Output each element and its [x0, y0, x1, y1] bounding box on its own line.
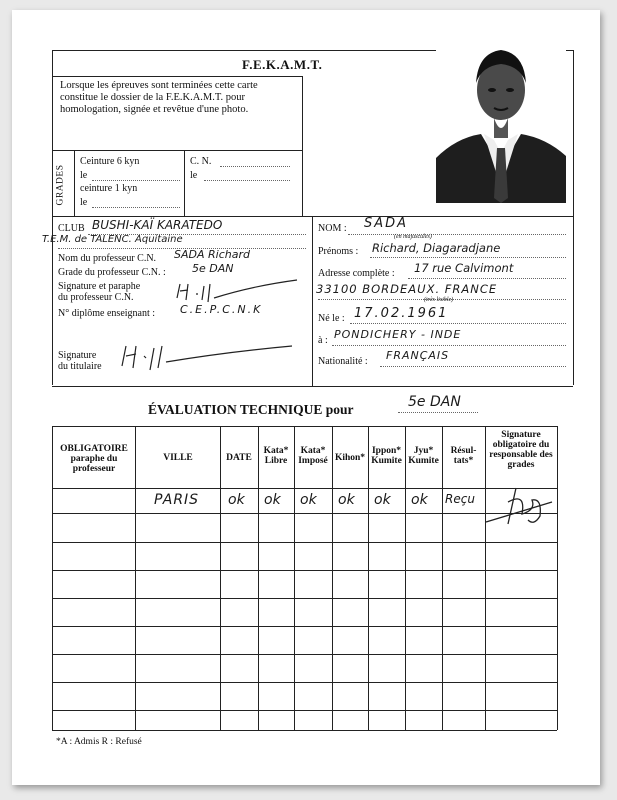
- le2-label: le: [80, 197, 88, 208]
- le2-field: [92, 207, 180, 208]
- nom-value: SADA: [364, 216, 409, 231]
- col-line: [405, 426, 406, 730]
- nom-field: [348, 234, 566, 235]
- table-row-line: [52, 598, 557, 599]
- adresse-field-1: [408, 278, 566, 279]
- col-header-kihon: Kihon*: [334, 453, 366, 463]
- a-field: [332, 345, 566, 346]
- col-header-date: DATE: [226, 453, 252, 463]
- photo-divider: [302, 76, 303, 216]
- prof-value: SADA Richard: [174, 248, 250, 261]
- table-row-line: [52, 654, 557, 655]
- grades-side-label-wrap: [55, 160, 72, 214]
- holder-signature: [116, 336, 296, 372]
- col-header-resultats: Résul-tats*: [450, 446, 477, 466]
- adresse-value-2: 33100 BORDEAUX. FRANCE: [316, 282, 498, 296]
- col-header-signature: Signature obligatoire du responsable des grades: [489, 430, 553, 470]
- club-value-2: T.E.M. de TALENC. Aquitaine: [42, 234, 183, 245]
- sig-label-1: Signature et paraphe: [58, 281, 141, 292]
- right-border: [573, 50, 574, 385]
- titulaire-label-2: du titulaire: [58, 361, 102, 372]
- table-row-line: [52, 626, 557, 627]
- id-photo: [436, 38, 566, 203]
- club-identity-divider: [312, 216, 313, 386]
- row1-ville: PARIS: [154, 492, 200, 508]
- form-title: F.E.K.A.M.T.: [242, 57, 323, 72]
- col-line: [368, 426, 369, 730]
- le1-label: le: [80, 170, 88, 181]
- le1-field: [92, 180, 180, 181]
- sig-label-2: du professeur C.N.: [58, 292, 134, 303]
- col-line: [52, 426, 53, 730]
- lisible-note: (très lisible): [424, 297, 454, 303]
- row1-kata-libre: ok: [264, 492, 281, 508]
- col-header-jyu-kumite: Jyu* Kumite: [408, 446, 439, 466]
- professor-signature: [172, 276, 302, 306]
- a-value: PONDICHERY - INDE: [334, 328, 462, 341]
- col-line: [220, 426, 221, 730]
- ceinture1-label: ceinture 1 kyn: [80, 183, 138, 194]
- table-row-line: [52, 710, 557, 711]
- table-top-line: [52, 426, 557, 427]
- grades-signature: [482, 480, 558, 530]
- table-row-line: [52, 570, 557, 571]
- row1-ippon-kumite: ok: [374, 492, 391, 508]
- majuscules-note: (en majuscules): [394, 234, 432, 240]
- table-bottom-line: [52, 730, 557, 731]
- grades-top-line: [52, 150, 302, 151]
- nationalite-label: Nationalité :: [318, 356, 368, 367]
- col-line: [294, 426, 295, 730]
- col-line: [557, 426, 558, 730]
- row1-kata-impose: ok: [300, 492, 317, 508]
- ne-value: 17.02.1961: [354, 306, 449, 321]
- left-border: [52, 50, 53, 385]
- row1-date: ok: [228, 492, 245, 508]
- col-line: [485, 426, 486, 730]
- table-row-line: [52, 682, 557, 683]
- col-header-kata-impose: Kata* Imposé: [298, 446, 328, 466]
- prenoms-field: [370, 257, 566, 258]
- evaluation-title: ÉVALUATION TECHNIQUE pour: [148, 402, 354, 417]
- a-label: à :: [318, 335, 328, 346]
- nom-label: NOM :: [318, 223, 347, 234]
- cn-label: C. N.: [190, 156, 212, 167]
- grades-side-label: GRADES: [55, 164, 66, 206]
- prof-label: Nom du professeur C.N.: [58, 253, 157, 264]
- col-header-ville: VILLE: [163, 453, 193, 463]
- footnote: *A : Admis R : Refusé: [56, 737, 142, 747]
- adresse-label: Adresse complète :: [318, 268, 395, 279]
- titulaire-label-1: Signature: [58, 350, 97, 361]
- ne-field: [350, 323, 566, 324]
- col-header-ippon-kumite: Ippon* Kumite: [371, 446, 402, 466]
- row1-jyu-kumite: ok: [411, 492, 428, 508]
- form-card: [12, 10, 600, 785]
- prenoms-label: Prénoms :: [318, 246, 359, 257]
- row1-resultat: Reçu: [445, 492, 475, 506]
- nationalite-field: [380, 366, 566, 367]
- cn-field: [220, 166, 290, 167]
- club-value: BUSHI-KAÏ KARATEDO: [92, 218, 223, 232]
- col-line: [442, 426, 443, 730]
- club-bottom-line: [52, 386, 573, 387]
- table-row-line: [52, 542, 557, 543]
- prenoms-value: Richard, Diagaradjane: [372, 241, 501, 255]
- col-header-obligatoire: OBLIGATOIRE paraphe du professeur: [60, 444, 128, 474]
- col-header-kata-libre: Kata* Libre: [263, 446, 289, 466]
- row1-kihon: ok: [338, 492, 355, 508]
- col-line: [332, 426, 333, 730]
- grade-value: 5e DAN: [192, 262, 234, 275]
- col-line: [258, 426, 259, 730]
- title-divider: [52, 76, 302, 77]
- le3-label: le: [190, 170, 198, 181]
- intro-text: Lorsque les épreuves sont terminées cette carte constitue le dossier de la F.E.K.A.M.T. pour homologation, signée et revêtue d'une photo.: [60, 80, 258, 115]
- grade-label: Grade du professeur C.N. :: [58, 267, 166, 278]
- evaluation-grade-field: [398, 412, 478, 413]
- diplome-label: N° diplôme enseignant :: [58, 308, 156, 319]
- nationalite-value: FRANÇAIS: [386, 349, 450, 362]
- adresse-value-1: 17 rue Calvimont: [414, 261, 514, 275]
- evaluation-grade-value: 5e DAN: [408, 394, 461, 410]
- le3-field: [204, 180, 290, 181]
- grades-inner-line: [74, 150, 75, 216]
- col-line: [135, 426, 136, 730]
- ceinture6-label: Ceinture 6 kyn: [80, 156, 140, 167]
- grades-cn-divider: [184, 150, 185, 216]
- club-label: CLUB: [58, 223, 85, 234]
- diplome-value: C.E.P.C.N.K: [180, 303, 263, 316]
- ne-label: Né le :: [318, 313, 345, 324]
